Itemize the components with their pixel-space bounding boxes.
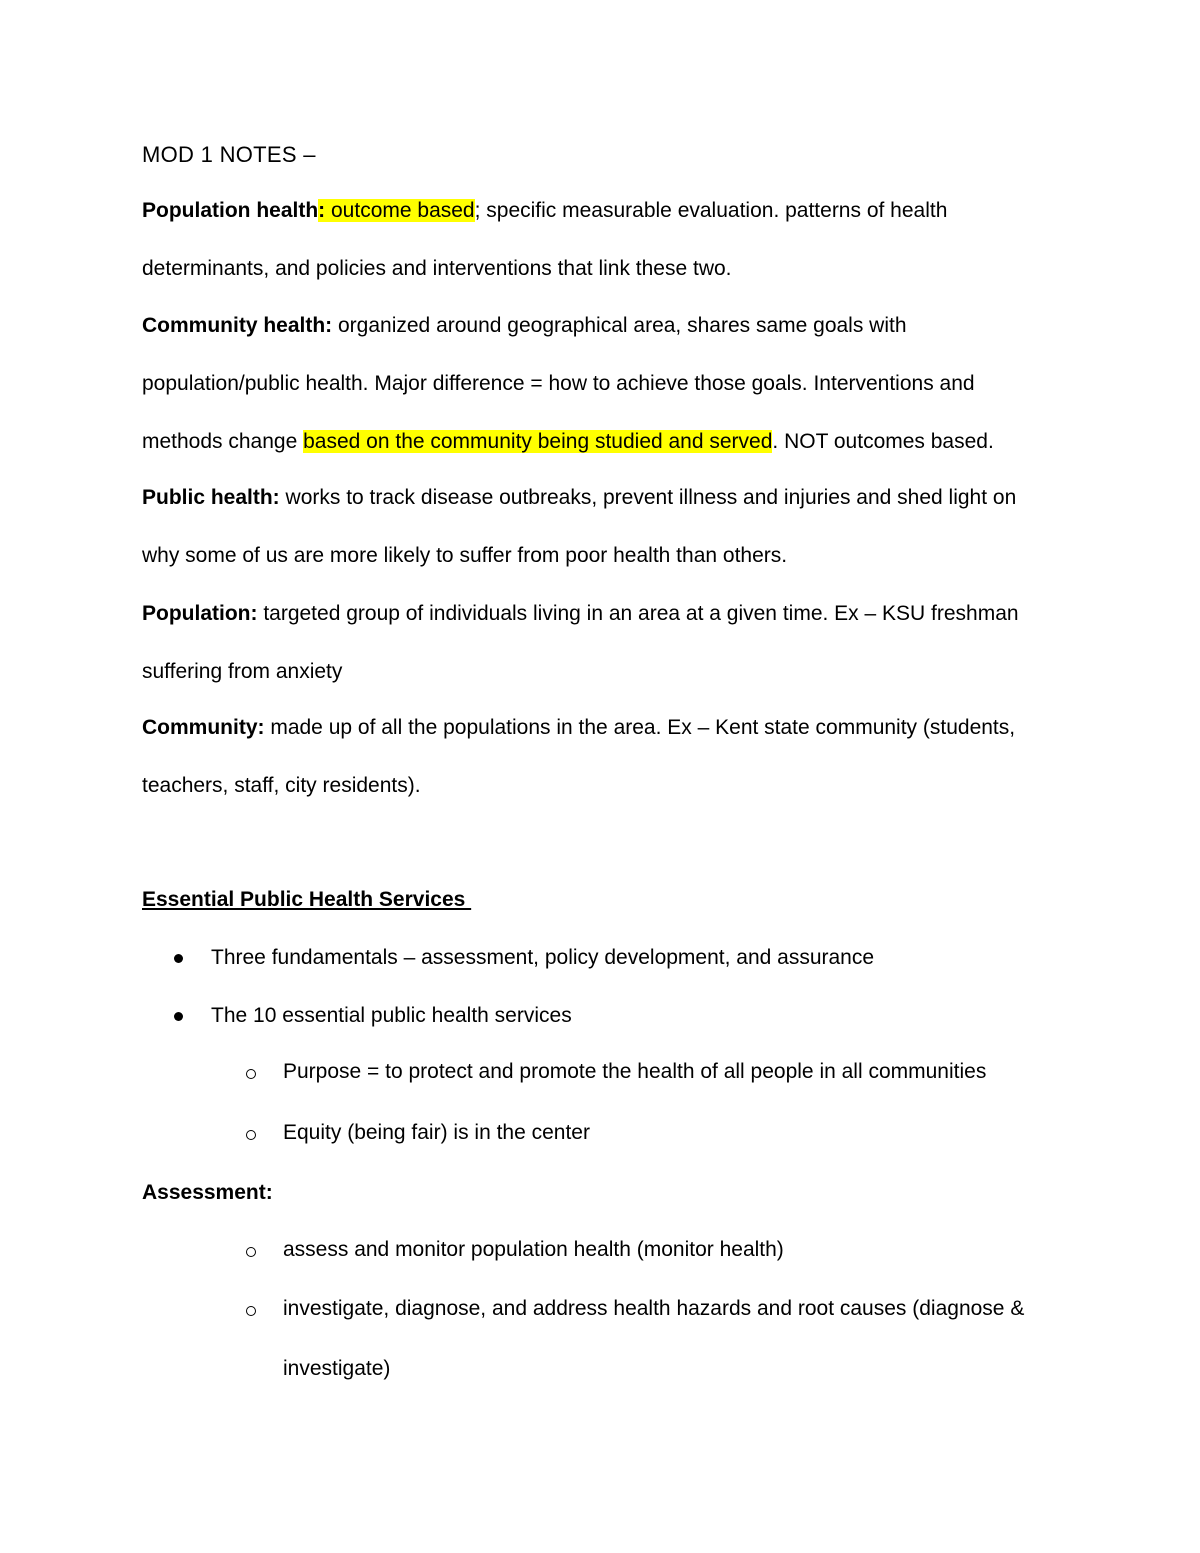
page-title: MOD 1 NOTES – (142, 142, 316, 167)
community-line-2: teachers, staff, city residents). (142, 774, 421, 797)
public-health-line-2: why some of us are more likely to suffer from poor health than others. (142, 544, 788, 567)
population-line-2: suffering from anxiety (142, 660, 343, 683)
sub-bullet-item: Equity (being fair) is in the center (283, 1121, 590, 1144)
assessment-item: assess and monitor population health (monitor health) (283, 1238, 784, 1261)
community-health-line-2: population/public health. Major difference = how to achieve those goals. Interventions and (142, 372, 975, 395)
population-health-line-1 (142, 197, 947, 225)
assessment-item-continued: investigate) (283, 1357, 391, 1380)
sub-bullet-circle-icon (246, 1247, 256, 1257)
sub-bullet-circle-icon (246, 1069, 256, 1079)
community-health-line-1: Community health: organized around geographical area, shares same goals with (142, 314, 907, 337)
bullet-item: Three fundamentals – assessment, policy development, and assurance (211, 946, 875, 969)
bullet-disc-icon (174, 1012, 183, 1021)
population-health-term: Population health (142, 199, 319, 222)
population-health-highlight: : outcome based (318, 199, 475, 222)
sub-bullet-circle-icon (246, 1130, 256, 1140)
essential-services-heading: Essential Public Health Services (142, 888, 472, 911)
bullet-item: The 10 essential public health services (211, 1004, 572, 1027)
population-health-line-2: determinants, and policies and interventions that link these two. (142, 257, 732, 280)
public-health-term: Public health: (142, 486, 280, 509)
assessment-heading: Assessment: (142, 1181, 273, 1204)
community-health-highlight: based on the community being studied and served (303, 430, 773, 453)
sub-bullet-item: Purpose = to protect and promote the health of all people in all communities (283, 1060, 987, 1083)
community-term: Community: (142, 716, 265, 739)
community-line-1: Community: made up of all the populations in the area. Ex – Kent state community (students, (142, 716, 1016, 739)
population-term: Population: (142, 602, 258, 625)
population-line-1: Population: targeted group of individuals living in an area at a given time. Ex – KSU freshman (142, 602, 1019, 625)
community-health-term: Community health: (142, 314, 333, 337)
public-health-line-1: Public health: works to track disease outbreaks, prevent illness and injuries and shed light on (142, 486, 1017, 509)
bullet-disc-icon (174, 954, 183, 963)
assessment-item: investigate, diagnose, and address health hazards and root causes (diagnose & (283, 1297, 1025, 1320)
sub-bullet-circle-icon (246, 1306, 256, 1316)
community-health-line-3: methods change based on the community being studied and served. NOT outcomes based. (142, 430, 994, 453)
population-health-text: ; specific measurable evaluation. patterns of health (474, 199, 948, 222)
